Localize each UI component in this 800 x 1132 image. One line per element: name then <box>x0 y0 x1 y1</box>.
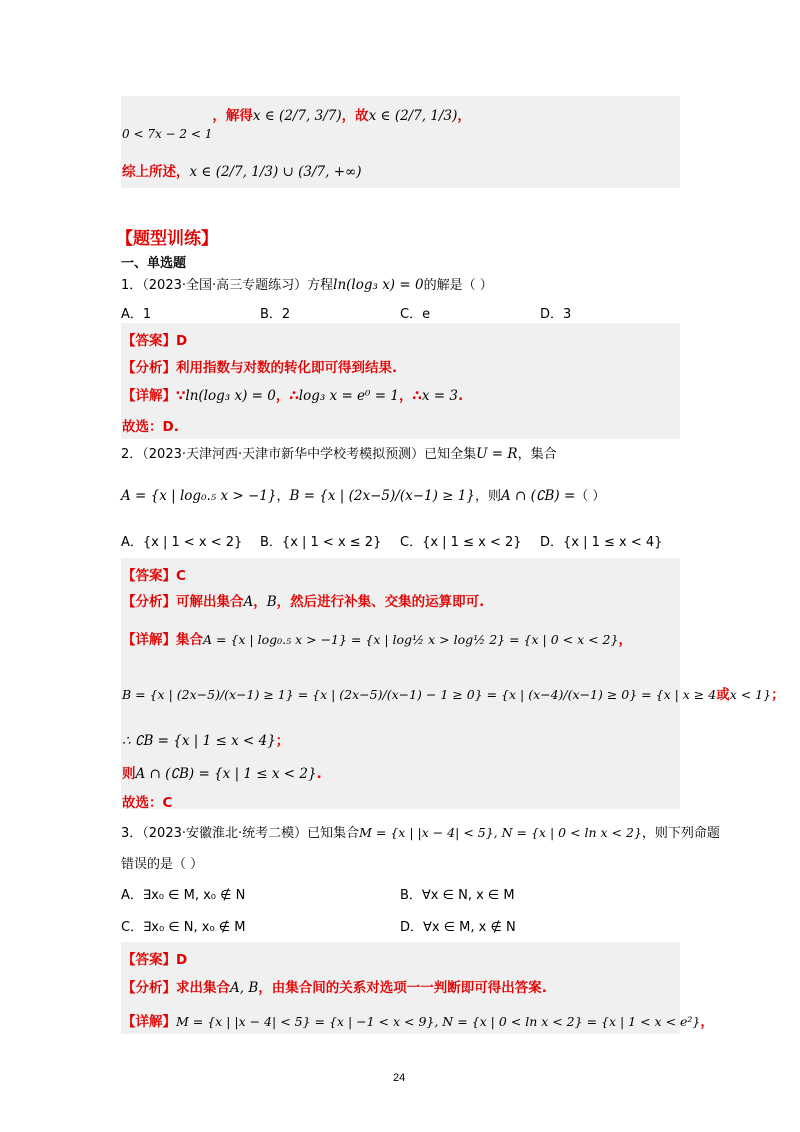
q2-option-b: B．{x | 1 < x ≤ 2} <box>260 535 382 550</box>
q1-option-b: B．2 <box>260 307 291 322</box>
solution-line-2: 综上所述，x ∈ (2/7, 1/3) ∪ (3/7, +∞) <box>122 164 362 180</box>
q2-conclusion: 故选：C <box>122 795 173 811</box>
q2-answer: 【答案】C <box>122 568 186 584</box>
q3-option-a: A．∃x₀ ∈ M, x₀ ∉ N <box>121 888 246 903</box>
q1-option-a: A．1 <box>121 307 152 322</box>
q2-option-c: C．{x | 1 ≤ x < 2} <box>400 535 522 550</box>
q3-option-d: D．∀x ∈ M, x ∉ N <box>400 920 516 935</box>
q2-stem: 2．（2023·天津河西·天津市新华中学校考模拟预测）已知全集U = R，集合 <box>121 446 557 462</box>
q3-option-b: B．∀x ∈ N, x ∈ M <box>400 888 515 903</box>
q2-analysis: 【分析】可解出集合A，B，然后进行补集、交集的运算即可. <box>122 594 485 610</box>
q2-detail-d: 则A ∩ (∁B) = {x | 1 ≤ x < 2}. <box>122 766 322 782</box>
q3-detail: 【详解】M = {x | |x − 4| < 5} = {x | −1 < x < 9}, N = {x | 0 < ln x < 2} = {x | 1 < x < e²}， <box>122 1014 714 1030</box>
q1-conclusion: 故选：D. <box>122 419 179 435</box>
q1-detail: 【详解】∵ln(log₃ x) = 0，∴log₃ x = e⁰ = 1，∴x = 3. <box>122 388 464 404</box>
subsection-title: 一、单选题 <box>121 256 187 271</box>
q1-solution-block <box>121 323 680 439</box>
q2-option-d: D．{x | 1 ≤ x < 4} <box>540 535 663 550</box>
q2-sets: A = {x | log₀.₅ x > −1}，B = {x | (2x−5)/(x−1) ≥ 1}，则A ∩ (∁B) =（ ） <box>121 488 606 504</box>
q2-detail-c: ∴ ∁B = {x | 1 ≤ x < 4}； <box>122 733 290 749</box>
solution-line-1: $_{0 < 7x - 2 < 1}$，解得x ∈ (2/7, 3/7)，故x ∈ (2/7, 1/3)， <box>122 108 471 141</box>
q1-analysis: 【分析】利用指数与对数的转化即可得到结果. <box>122 360 398 376</box>
page-number: 24 <box>393 1072 406 1084</box>
math-inequality: 0 < 7x − 2 < 1 <box>122 127 213 141</box>
q2-detail-a: 【详解】集合A = {x | log₀.₅ x > −1} = {x | log½ x > log½ 2} = {x | 0 < x < 2}， <box>122 632 632 648</box>
q2-option-a: A．{x | 1 < x < 2} <box>121 535 243 550</box>
q1-option-d: D．3 <box>540 307 572 322</box>
q1-option-c: C．e <box>400 307 431 322</box>
q1-answer: 【答案】D <box>122 333 188 349</box>
q3-stem-line2: 错误的是（ ） <box>121 857 204 872</box>
q2-detail-b: B = {x | (2x−5)/(x−1) ≥ 1} = {x | (2x−5)/(x−1) − 1 ≥ 0} = {x | (x−4)/(x−1) ≥ 0} = {x | x ≥ 4或x < 1}； <box>122 687 785 703</box>
math-interval-2: x ∈ (2/7, 1/3) <box>368 108 458 124</box>
q1-stem: 1．（2023·全国·高三专题练习）方程ln(log₃ x) = 0的解是（ ） <box>121 277 493 293</box>
q3-option-c: C．∃x₀ ∈ N, x₀ ∉ M <box>121 920 246 935</box>
q3-stem: 3．（2023·安徽淮北·统考二模）已知集合M = {x | |x − 4| < 5}, N = {x | 0 < ln x < 2}，则下列命题 <box>121 825 720 841</box>
q3-answer: 【答案】D <box>122 952 188 968</box>
math-union: x ∈ (2/7, 1/3) ∪ (3/7, +∞) <box>189 164 362 180</box>
q3-analysis: 【分析】求出集合A, B，由集合间的关系对选项一一判断即可得出答案. <box>122 980 547 996</box>
section-title: 【题型训练】 <box>116 229 218 249</box>
math-interval-1: x ∈ (2/7, 3/7) <box>252 108 342 124</box>
